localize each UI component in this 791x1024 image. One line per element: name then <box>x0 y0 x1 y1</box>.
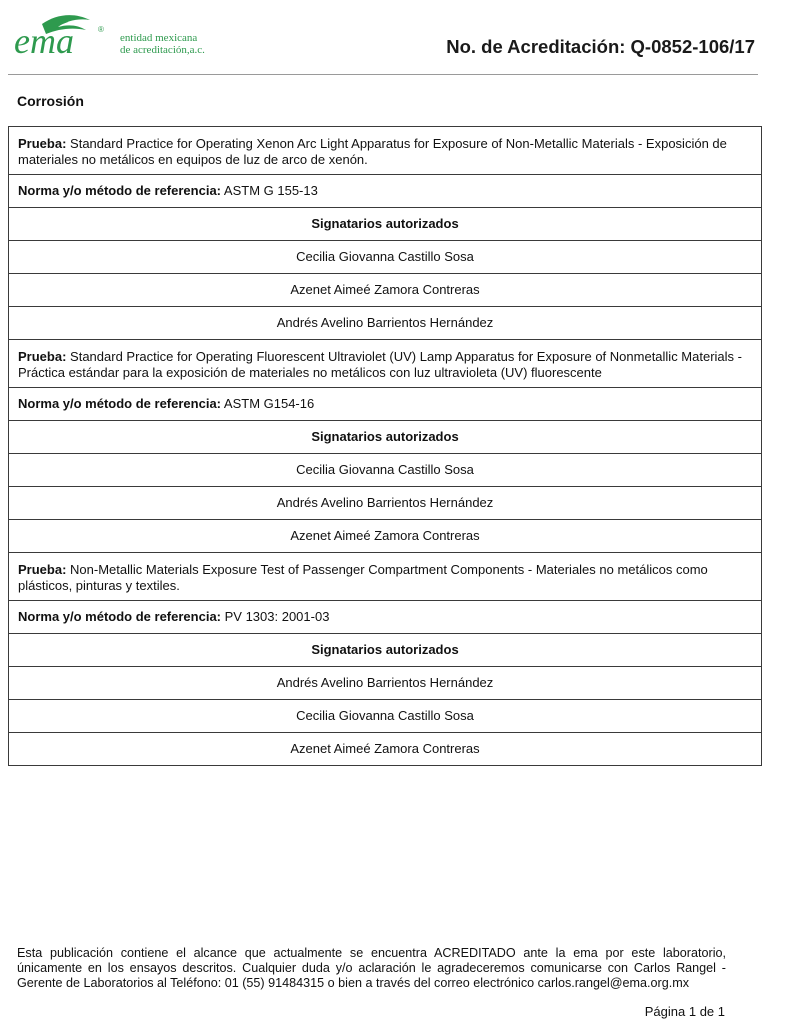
norma-value: ASTM G 155-13 <box>223 183 318 199</box>
signatario-row <box>9 520 762 553</box>
signatario-cell <box>9 307 762 340</box>
prueba-label: Prueba: <box>18 562 67 577</box>
signatario-name: Cecilia Giovanna Castillo Sosa <box>296 462 474 478</box>
signatario-name: Andrés Avelino Barrientos Hernández <box>276 675 494 691</box>
signatarios-heading: Signatarios autorizados <box>311 429 459 445</box>
prueba-cell <box>9 553 762 601</box>
signatarios-header-cell <box>9 634 762 667</box>
prueba-row <box>9 340 762 388</box>
norma-row <box>9 388 762 421</box>
signatario-row <box>9 733 762 766</box>
signatario-cell <box>9 454 762 487</box>
signatario-row <box>9 454 762 487</box>
signatario-cell <box>9 667 762 700</box>
norma-cell <box>9 601 762 634</box>
signatarios-header-cell <box>9 421 762 454</box>
signatario-name: Azenet Aimeé Zamora Contreras <box>290 528 480 544</box>
norma-label: Norma y/o método de referencia: <box>18 609 221 625</box>
norma-row <box>9 175 762 208</box>
ema-logo <box>12 12 242 62</box>
signatario-cell <box>9 241 762 274</box>
signatarios-header-row <box>9 421 762 454</box>
signatario-row <box>9 700 762 733</box>
ema-logo-graphic <box>12 12 242 62</box>
signatarios-header-cell <box>9 208 762 241</box>
signatario-row <box>9 667 762 700</box>
prueba-row <box>9 553 762 601</box>
logo-wordmark: ema <box>14 21 74 61</box>
signatario-name: Andrés Avelino Barrientos Hernández <box>276 315 494 331</box>
prueba-row <box>9 127 762 175</box>
scope-table <box>8 126 762 766</box>
header-divider <box>8 74 758 75</box>
signatario-name: Andrés Avelino Barrientos Hernández <box>276 495 494 511</box>
prueba-label: Prueba: <box>18 136 67 151</box>
prueba-cell <box>9 340 762 388</box>
signatario-row <box>9 241 762 274</box>
signatario-cell <box>9 520 762 553</box>
norma-label: Norma y/o método de referencia: <box>18 396 221 412</box>
norma-value: PV 1303: 2001-03 <box>224 609 330 625</box>
prueba-cell <box>9 127 762 175</box>
signatarios-heading: Signatarios autorizados <box>311 216 459 232</box>
logo-line1: entidad mexicana <box>120 32 198 44</box>
footer-disclaimer: Esta publicación contiene el alcance que actualmente se encuentra ACREDITADO ante la ema por este laboratorio, únicamente en los ensayos descritos. Cualquier duda y/o aclaración le agradeceremos comunicarse con Carlos Rangel - Gerente de Laboratorios al Teléfono: 01 (55) 91484315 o bien a través del correo electrónico carlos.rangel@ema.org.mx <box>17 946 726 990</box>
prueba-text: Standard Practice for Operating Xenon Arc Light Apparatus for Exposure of Non-Metallic Materials - Exposición de materiales no metálicos en equipos de luz de arco de xenón. <box>18 136 727 167</box>
signatario-cell <box>9 487 762 520</box>
signatario-name: Cecilia Giovanna Castillo Sosa <box>296 249 474 265</box>
page-number: Página 1 de 1 <box>644 1004 725 1019</box>
signatario-row <box>9 307 762 340</box>
signatarios-header-row <box>9 634 762 667</box>
logo-line2: de acreditación,a.c. <box>120 44 205 56</box>
norma-cell <box>9 175 762 208</box>
signatario-cell <box>9 700 762 733</box>
signatario-name: Azenet Aimeé Zamora Contreras <box>290 741 480 757</box>
prueba-text: Non-Metallic Materials Exposure Test of Passenger Compartment Components - Materiales no metálicos como plásticos, pinturas y textiles. <box>18 562 708 593</box>
norma-cell <box>9 388 762 421</box>
signatario-name: Cecilia Giovanna Castillo Sosa <box>296 708 474 724</box>
section-title: Corrosión <box>17 93 84 109</box>
prueba-text: Standard Practice for Operating Fluorescent Ultraviolet (UV) Lamp Apparatus for Exposure of Nonmetallic Materials -Práctica estándar para la exposición de materiales no metálicos con luz ultravioleta (UV) fluorescente <box>18 349 742 380</box>
signatario-row <box>9 274 762 307</box>
signatarios-header-row <box>9 208 762 241</box>
norma-row <box>9 601 762 634</box>
signatario-cell <box>9 733 762 766</box>
page-header <box>0 0 791 76</box>
signatario-row <box>9 487 762 520</box>
svg-text:®: ® <box>98 25 104 34</box>
norma-value: ASTM G154-16 <box>223 396 315 412</box>
signatarios-heading: Signatarios autorizados <box>311 642 459 658</box>
signatario-cell <box>9 274 762 307</box>
signatario-name: Azenet Aimeé Zamora Contreras <box>290 282 480 298</box>
norma-label: Norma y/o método de referencia: <box>18 183 221 199</box>
prueba-label: Prueba: <box>18 349 67 364</box>
accreditation-number: No. de Acreditación: Q-0852-106/17 <box>446 36 755 57</box>
